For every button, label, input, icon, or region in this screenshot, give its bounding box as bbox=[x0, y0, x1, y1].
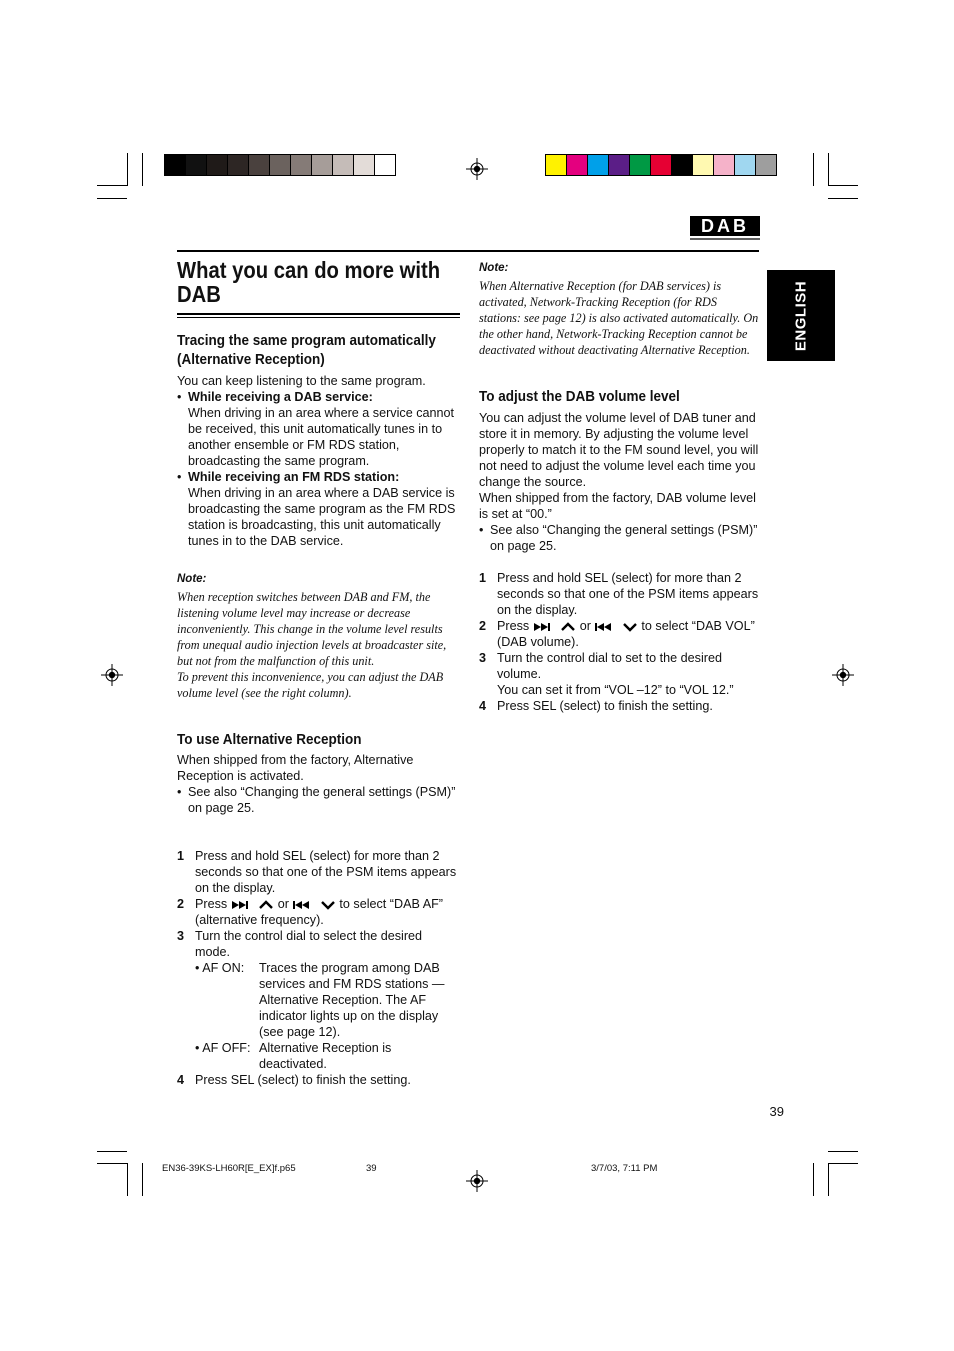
note-label: Note: bbox=[479, 262, 509, 274]
step-item: 4 Press SEL (select) to finish the setting. bbox=[479, 699, 713, 713]
registration-mark-icon bbox=[832, 664, 854, 686]
color-swatch bbox=[713, 154, 735, 176]
color-swatch bbox=[269, 154, 291, 176]
grayscale-color-bar bbox=[164, 154, 395, 176]
color-swatch bbox=[206, 154, 228, 176]
color-swatch bbox=[608, 154, 630, 176]
bullet-heading: While receiving an FM RDS station: bbox=[188, 470, 400, 484]
dab-logo-text: DAB bbox=[701, 216, 749, 236]
left-column bbox=[177, 258, 460, 1088]
list-item: • See also “Changing the general settings (PSM)” on page 25. bbox=[479, 523, 758, 553]
color-swatch bbox=[164, 154, 186, 176]
color-swatch bbox=[290, 154, 312, 176]
chevron-up-icon bbox=[258, 900, 274, 910]
step-item: 2 Press or to select “DAB VOL” (DAB volume). bbox=[479, 619, 755, 649]
color-swatch bbox=[587, 154, 609, 176]
crop-mark bbox=[97, 198, 127, 199]
color-swatch bbox=[332, 154, 354, 176]
crop-mark bbox=[142, 1163, 143, 1196]
page-title: What you can do more with DAB bbox=[177, 257, 441, 307]
color-swatch bbox=[545, 154, 567, 176]
list-item: • See also “Changing the general settings (PSM)” on page 25. bbox=[177, 784, 460, 816]
color-swatch bbox=[374, 154, 396, 176]
step-item: 3 Turn the control dial to set to the desired volume. You can set it from “VOL –12” to “VOL 12.” bbox=[479, 651, 734, 697]
crop-mark bbox=[142, 153, 143, 186]
note-label: Note: bbox=[177, 573, 207, 585]
crop-mark bbox=[813, 153, 814, 186]
registration-mark-icon bbox=[466, 158, 488, 180]
process-color-bar bbox=[545, 154, 776, 176]
bullet-text: When driving in an area where a DAB service is broadcasting the same program as the FM RDS station is broadcasting, this unit automatically tunes in to the DAB service. bbox=[188, 486, 456, 548]
section-title: Tracing the same program automatically (Alternative Reception) bbox=[177, 332, 436, 368]
color-swatch bbox=[692, 154, 714, 176]
next-track-icon bbox=[231, 900, 255, 910]
registration-mark-icon bbox=[101, 664, 123, 686]
af-intro: When shipped from the factory, Alternative Reception is activated. bbox=[177, 753, 414, 783]
title-rule-thin bbox=[177, 317, 460, 318]
chevron-down-icon bbox=[622, 622, 638, 632]
crop-mark bbox=[97, 1151, 127, 1152]
language-tab-label: ENGLISH bbox=[792, 280, 810, 351]
color-swatch bbox=[185, 154, 207, 176]
step-item: 1 Press and hold SEL (select) for more than 2 seconds so that one of the PSM items appears on the display. bbox=[479, 571, 759, 617]
chevron-up-icon bbox=[560, 622, 576, 632]
color-swatch bbox=[671, 154, 693, 176]
color-swatch bbox=[227, 154, 249, 176]
color-swatch bbox=[755, 154, 777, 176]
next-track-icon bbox=[533, 622, 557, 632]
footer-filename: EN36-39KS-LH60R[E_EX]f.p65 bbox=[162, 1163, 296, 1174]
crop-mark bbox=[828, 1163, 858, 1164]
vol-intro: You can adjust the volume level of DAB tuner and store it in memory. By adjusting the volume level properly to match it to the FM sound level, you will not need to adjust the volume level each time you change the source. bbox=[479, 411, 759, 489]
af-option: • AF ON: Traces the program among DAB services and FM RDS stations —Alternative Reception. The AF indicator lights up on the display (see page 12). bbox=[195, 961, 445, 1039]
right-column bbox=[479, 260, 759, 714]
list-item: • While receiving an FM RDS station: When driving in an area where a DAB service is broadcasting the same program as the FM RDS station is broadcasting, this unit automatically tunes in to the DAB service. bbox=[177, 469, 460, 549]
crop-mark bbox=[127, 1163, 128, 1196]
title-rule bbox=[177, 313, 460, 315]
color-swatch bbox=[629, 154, 651, 176]
vol-section-title: To adjust the DAB volume level bbox=[479, 388, 680, 405]
crop-mark bbox=[97, 185, 127, 186]
note-text: When Alternative Reception (for DAB services) is activated, Network-Tracking Reception (for RDS stations: see page 12) is also activated automatically. On the other hand, Network-Tracking Reception cannot be deactivated without deactivating Alternative Reception. bbox=[479, 279, 759, 357]
color-swatch bbox=[311, 154, 333, 176]
crop-mark bbox=[813, 1163, 814, 1196]
list-item: • While receiving a DAB service: When driving in an area where a service cannot be received, this unit automatically tunes in to another ensemble or FM RDS station, broadcasting the same program. bbox=[177, 389, 460, 469]
color-swatch bbox=[650, 154, 672, 176]
note-text: To prevent this inconvenience, you can adjust the DAB volume level (see the right column). bbox=[177, 670, 444, 700]
language-tab bbox=[767, 270, 835, 361]
step-item: 4 Press SEL (select) to finish the setting. bbox=[177, 1073, 411, 1087]
color-swatch bbox=[353, 154, 375, 176]
af-section-title: To use Alternative Reception bbox=[177, 731, 362, 748]
bullet-text: When driving in an area where a service cannot be received, this unit automatically tunes in to another ensemble or FM RDS station, broadcasting the same program. bbox=[188, 406, 455, 468]
footer-page: 39 bbox=[366, 1163, 377, 1174]
vol-factory: When shipped from the factory, DAB volume level is set at “00.” bbox=[479, 491, 756, 521]
see-also-text: See also “Changing the general settings (PSM)” on page 25. bbox=[490, 523, 758, 553]
header-rule bbox=[177, 250, 759, 252]
color-swatch bbox=[566, 154, 588, 176]
crop-mark bbox=[828, 1151, 858, 1152]
color-swatch bbox=[248, 154, 270, 176]
intro-text: You can keep listening to the same program. bbox=[177, 374, 426, 388]
previous-track-icon bbox=[292, 900, 316, 910]
crop-mark bbox=[828, 185, 858, 186]
see-also-text: See also “Changing the general settings (PSM)” on page 25. bbox=[188, 785, 456, 815]
color-swatch bbox=[734, 154, 756, 176]
crop-mark bbox=[828, 198, 858, 199]
crop-mark bbox=[828, 153, 829, 186]
registration-mark-icon bbox=[466, 1170, 488, 1192]
note-text: When reception switches between DAB and FM, the listening volume level may increase or decrease inconveniently. This change in the volume level results from unequal audio injection levels at broadcaster site, but not from the malfunction of this unit. bbox=[177, 590, 447, 668]
af-option: • AF OFF: Alternative Reception is deactivated. bbox=[195, 1041, 392, 1071]
bullet-heading: While receiving a DAB service: bbox=[188, 390, 373, 404]
crop-mark bbox=[828, 1163, 829, 1196]
step-item: 2 Press or to select “DAB AF” (alternative frequency). bbox=[177, 897, 443, 927]
step-item: 3 Turn the control dial to select the desired mode. • AF ON: Traces the program among DAB services and FM RDS stations —Alternative Reception. The AF indicator lights up on the display (see page 12). • AF OFF: Alternative Reception is deactivated. bbox=[177, 928, 460, 1072]
crop-mark bbox=[97, 1163, 127, 1164]
chevron-down-icon bbox=[320, 900, 336, 910]
dab-logo bbox=[690, 216, 760, 242]
step-item: 1 Press and hold SEL (select) for more than 2 seconds so that one of the PSM items appears on the display. bbox=[177, 849, 457, 895]
footer-date: 3/7/03, 7:11 PM bbox=[591, 1163, 658, 1174]
previous-track-icon bbox=[594, 622, 618, 632]
crop-mark bbox=[127, 153, 128, 186]
page-number: 39 bbox=[769, 1104, 784, 1119]
